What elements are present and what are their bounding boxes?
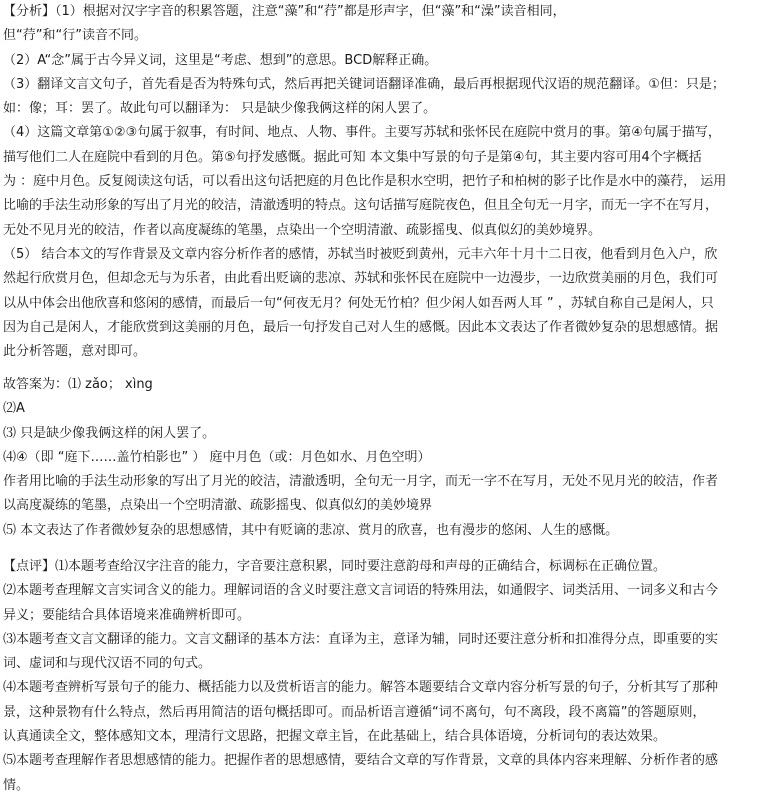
analysis-line: （4）这篇文章第①②③句属于叙事，有时间、地点、人物、事件。主要写苏轼和张怀民在庭院中赏月的事。第④句属于描写， xyxy=(3,125,721,141)
analysis-line: 无处不见月光的皎洁，作者以高度凝练的笔墨，点染出一个空明清澈、疏影摇曳、似真似幻的美妙境界。 xyxy=(3,222,602,238)
review-line: 异义；要能结合具体语境来准确辨析即可。 xyxy=(3,607,251,623)
review-line: 情。 xyxy=(3,777,30,793)
review-line: 景，这种景物有什么特点，然后再用简洁的语句概括即可。而品析语言遵循“词不离句，句不离段，段不离篇”的答题原则， xyxy=(3,704,706,720)
answer-line: 以高度凝练的笔墨，点染出一个空明清澈、疏影摇曳、似真似幻的美妙境界 xyxy=(3,498,433,514)
review-line: ⑸本题考查理解作者思想感情的能力。把握作者的思想感情，要结合文章的写作背景，文章的具体内容来理解、分析作者的感 xyxy=(3,753,719,769)
analysis-line: 为 ：庭中月色。反复阅读这句话，可以看出这句话把庭的月色比作是积水空明，把竹子和柏树的影子比作是水中的藻荇， 运用 xyxy=(3,174,727,190)
review-line: 【点评】⑴本题考查给汉字注音的能力，字音要注意积累，同时要注意韵母和声母的正确结合，标调标在正确位置。 xyxy=(3,559,667,574)
review-line: ⑷本题考查辨析写景句子的能力、概括能力以及赏析语言的能力。解答本题要结合文章内容分析写景的句子，分析其写了那种 xyxy=(3,680,719,696)
answer-line: ⑷④（即 “庭下……盖竹柏影也” ） 庭中月色（或：月色如水、月色空明） xyxy=(3,449,431,465)
review-line: ⑶本题考查文言文翻译的能力。文言文翻译的基本方法：直译为主，意译为辅，同时还要注意分析和扣准得分点，即重要的实 xyxy=(3,631,719,647)
answer-line: ⑶ 只是缺少像我俩这样的闲人罢了。 xyxy=(3,425,216,441)
review-line: 认真通读全文，整体感知文本，理清行文思路，把握文章主旨，在此基础上，结合具体语境，分析词句的表达效果。 xyxy=(3,729,667,745)
answer-line: ⑵A xyxy=(3,401,25,417)
analysis-section xyxy=(3,0,775,364)
analysis-line: 【分析】（1）根据对汉字字音的积累答题，注意“藻”和“荇”都是形声字，但“藻”和“澡”读音相同， xyxy=(3,4,566,19)
analysis-line: 因为自己是闲人，才能欣赏到这美丽的月色，最后一句抒发自己对人生的感慨。因此本文表达了作者微妙复杂的思想感情。据 xyxy=(3,319,719,335)
answer-line: 作者用比喻的手法生动形象的写出了月光的皎洁，清澈透明，全句无一月字，而无一字不在写月，无处不见月光的皎洁，作者 xyxy=(3,474,719,490)
analysis-line: 如：像；耳：罢了。故此句可以翻译为： 只是缺少像我俩这样的闲人罢了。 xyxy=(3,101,437,117)
review-section xyxy=(3,555,775,798)
answer-line: ⑸ 本文表达了作者微妙复杂的思想感情，其中有贬谪的悲凉、赏月的欣喜，也有漫步的悠闲、人生的感慨。 xyxy=(3,522,619,538)
answer-section xyxy=(3,373,775,543)
review-line: 词、虚词和与现代汉语不同的句式。 xyxy=(3,656,212,672)
analysis-line: （5） 结合本文的写作背景及文章内容分析作者的感情，苏轼当时被贬到黄州，元丰六年十月十二日夜，他看到月色入户，欣 xyxy=(3,246,718,262)
analysis-line: 描写他们二人在庭院中看到的月色。第⑤句抒发感慨。据此可知 本文集中写景的句子是第④句，其主要内容可用4个字概括 xyxy=(3,149,702,165)
analysis-line: （3）翻译文言文句子，首先看是否为特殊句式，然后再把关键词语翻译准确，最后再根据现代汉语的规范翻译。①但：只是； xyxy=(3,76,725,92)
analysis-line: 然起行欣赏月色，但却念无与为乐者，由此看出贬谪的悲凉、苏轼和张怀民在庭院中一边漫步，一边欣赏美丽的月色，我们可 xyxy=(3,271,719,287)
analysis-line: 比喻的手法生动形象的写出了月光的皎洁，清澈透明的特点。这句话描写庭院夜色，但且全句无一月字，而无一字不在写月， xyxy=(3,198,719,214)
analysis-line: （2）A“念”属于古今异义词，这里是“考虑、想到”的意思。BCD解释正确。 xyxy=(3,52,438,68)
answer-line: 故答案为：⑴ zǎo； xìng xyxy=(3,377,153,392)
analysis-line: 但“荇”和“行”读音不同。 xyxy=(3,28,147,44)
review-line: ⑵本题考查理解文言实词含义的能力。理解词语的含义时要注意文言词语的特殊用法，如通假字、词类活用、一词多义和古今 xyxy=(3,583,719,599)
analysis-line: 以从中体会出他欣喜和悠闲的感情，而最后一句“何夜无月？何处无竹柏？但少闲人如吾两人耳 ” ，苏轼自称自己是闲人，只 xyxy=(3,295,714,311)
analysis-line: 此分析答题，意对即可。 xyxy=(3,344,147,360)
